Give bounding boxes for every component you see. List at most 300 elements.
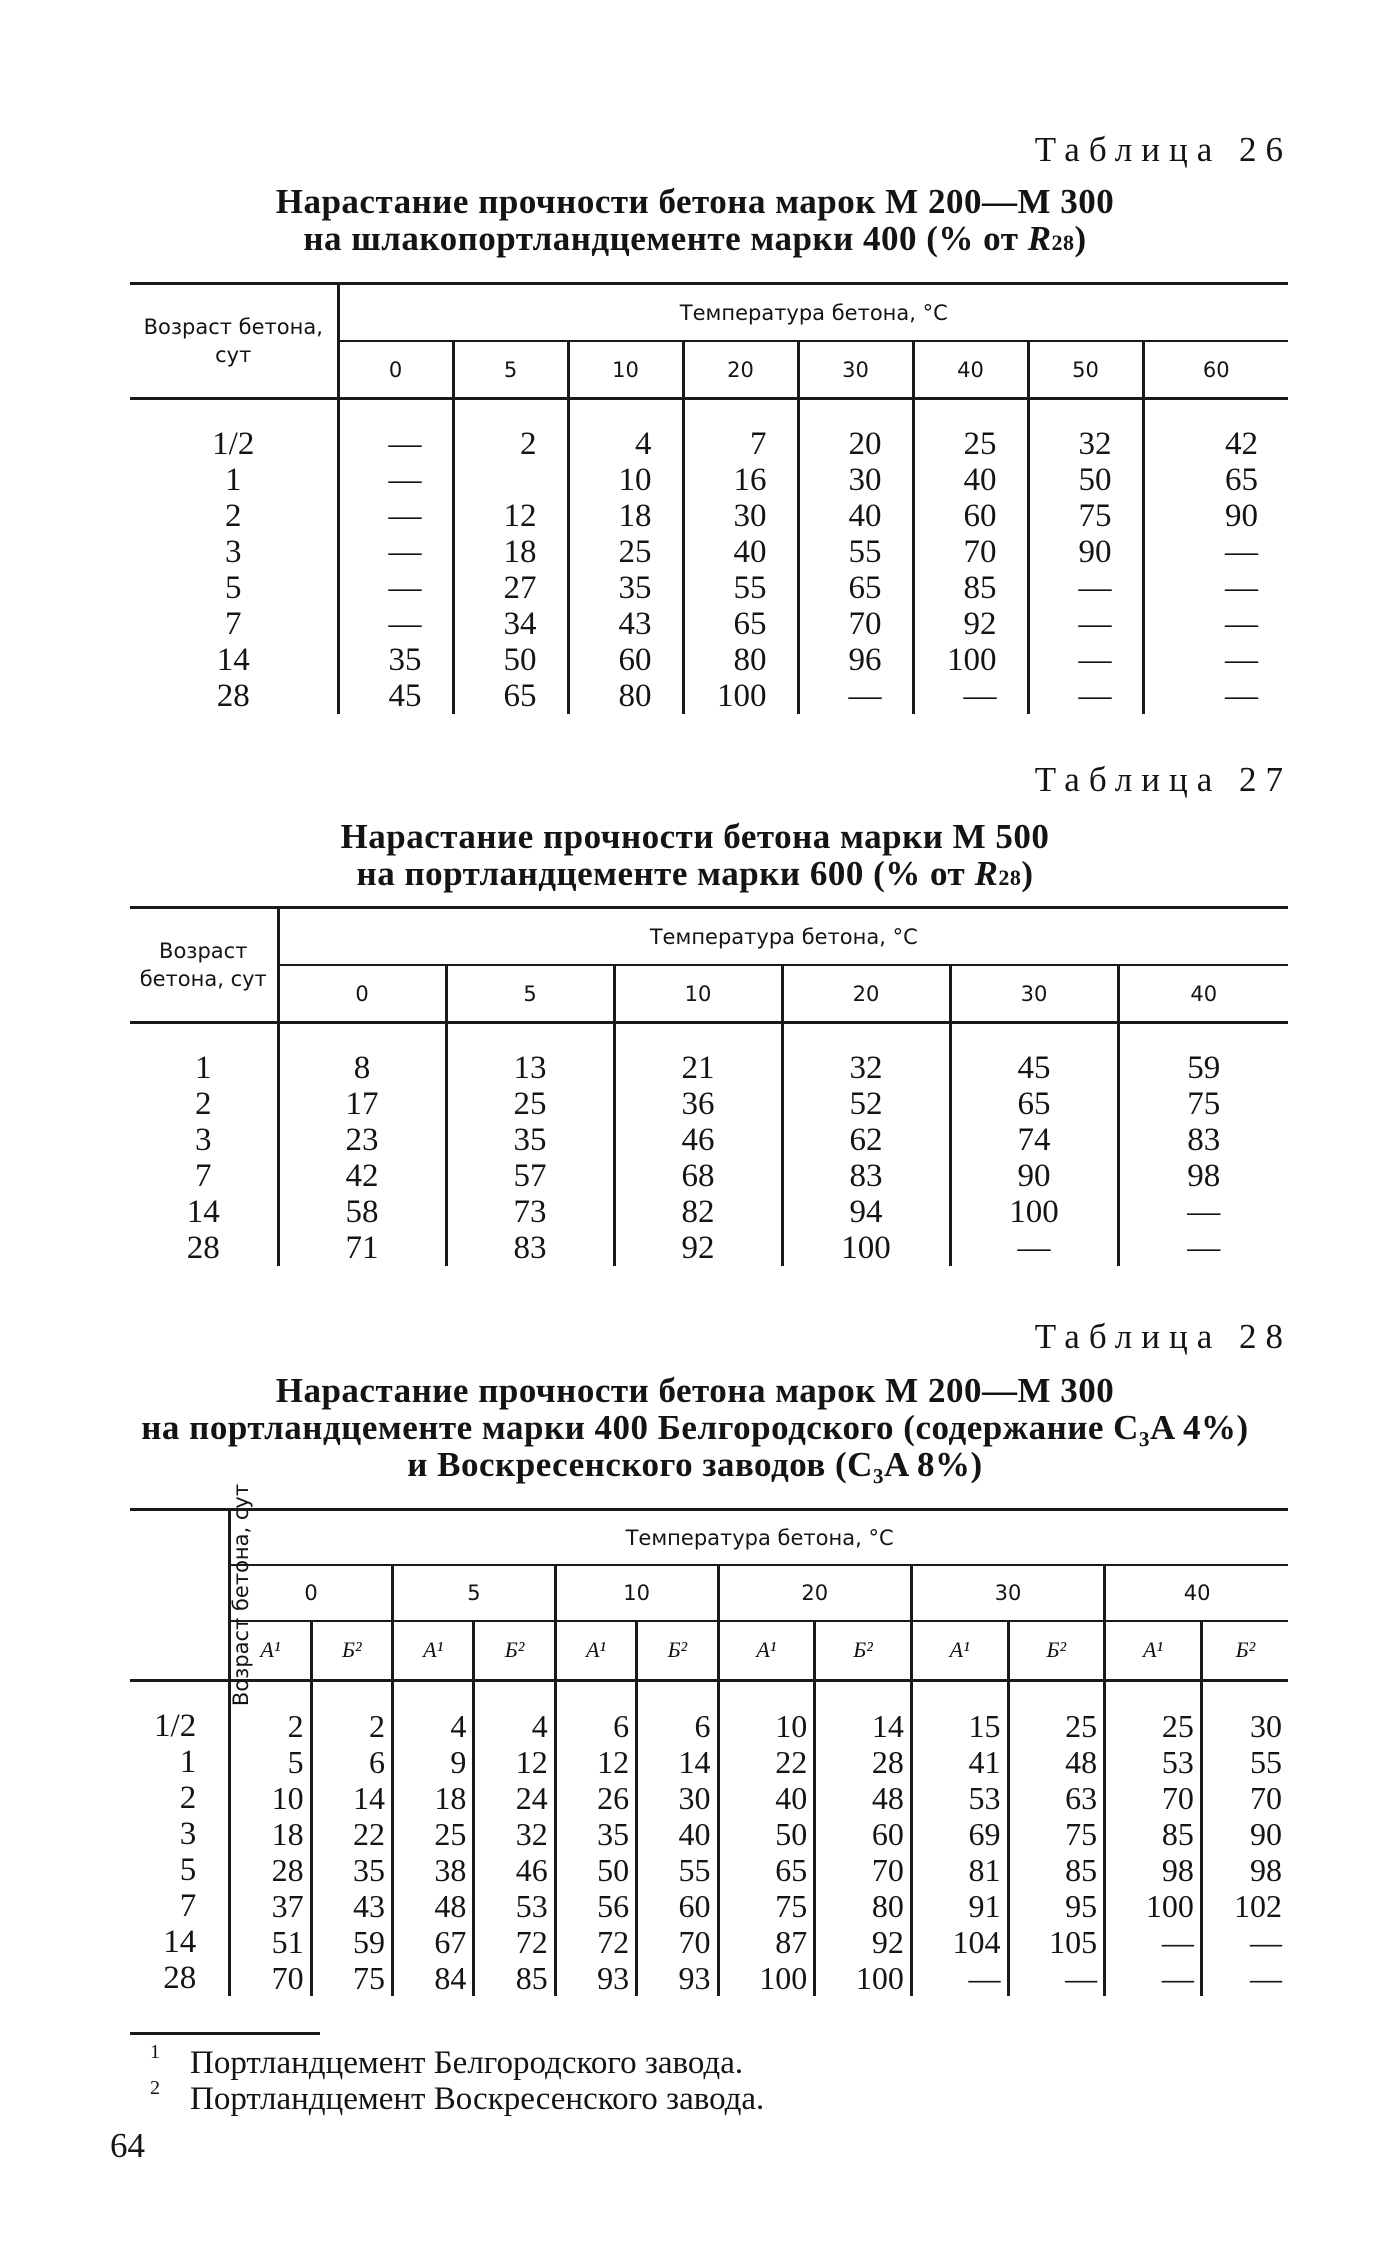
cell-value: — — [388, 606, 422, 642]
cell-value: 42 — [345, 1158, 379, 1194]
cell-value: 75 — [1065, 1816, 1098, 1852]
table28-value-column — [555, 1708, 636, 1996]
cell-value: 51 — [271, 1924, 304, 1960]
cell-value: 40 — [678, 1816, 711, 1852]
cell-value: 37 — [271, 1888, 304, 1924]
age-value: 3 — [179, 1816, 197, 1852]
cell-value: 48 — [871, 1780, 904, 1816]
cell-value: 43 — [352, 1888, 385, 1924]
cell-value: 105 — [1049, 1924, 1098, 1960]
table28-value-column — [1008, 1708, 1105, 1996]
table28-temp: 40 — [1105, 1565, 1288, 1620]
table26-temp: 0 — [338, 341, 453, 399]
cell-value: 90 — [1078, 534, 1112, 570]
cell-value: 90 — [1017, 1158, 1051, 1194]
cell-value: — — [848, 678, 882, 714]
cell-value: 60 — [618, 642, 652, 678]
table27-value-column — [446, 1050, 614, 1266]
age-value: 28 — [216, 678, 250, 714]
cell-value: 70 — [1161, 1780, 1194, 1816]
cell-value: 70 — [271, 1960, 304, 1996]
cell-value: 10 — [775, 1708, 808, 1744]
table28-sub-a: А¹ — [555, 1621, 636, 1681]
cell-value: 100 — [717, 678, 767, 714]
page-number: 64 — [110, 2126, 145, 2165]
cell-value: 65 — [1017, 1086, 1051, 1122]
table27-age-header: Возраст бетона, сут — [130, 908, 278, 1023]
cell-value: 24 — [515, 1780, 548, 1816]
cell-value: 70 — [848, 606, 882, 642]
cell-value: 80 — [618, 678, 652, 714]
cell-value: 104 — [952, 1924, 1001, 1960]
age-value: 2 — [225, 498, 242, 534]
cell-value: 83 — [1187, 1122, 1221, 1158]
cell-value: — — [388, 570, 422, 606]
cell-value: 95 — [1065, 1888, 1098, 1924]
table28-age-header: Возраст бетона, сут — [130, 1510, 230, 1681]
cell-value: 16 — [733, 462, 767, 498]
cell-value: 65 — [503, 678, 537, 714]
cell-value: 65 — [733, 606, 767, 642]
cell-value: 70 — [963, 534, 997, 570]
table27-temp: 20 — [782, 965, 950, 1023]
table28-value-column — [1105, 1708, 1202, 1996]
table28-value-column — [392, 1708, 473, 1996]
cell-value: 5 — [287, 1744, 304, 1780]
cell-value: 71 — [345, 1230, 379, 1266]
cell-value: 35 — [618, 570, 652, 606]
cell-value: 100 — [759, 1960, 808, 1996]
table28-sub-b: Б² — [1201, 1621, 1288, 1681]
cell-value: 21 — [681, 1050, 715, 1086]
table27 — [130, 906, 1288, 1266]
cell-value: 46 — [681, 1122, 715, 1158]
cell-value: 18 — [618, 498, 652, 534]
cell-value: 27 — [503, 570, 537, 606]
cell-value: 14 — [352, 1780, 385, 1816]
table26-value-column — [568, 426, 683, 714]
cell-value: — — [1065, 1960, 1098, 1996]
cell-value: 15 — [968, 1708, 1001, 1744]
table28-value-column — [311, 1708, 392, 1996]
cell-value: 70 — [1250, 1780, 1282, 1816]
cell-value: 6 — [694, 1708, 711, 1744]
cell-value: 14 — [678, 1744, 711, 1780]
cell-value: 35 — [388, 642, 422, 678]
cell-value: 50 — [775, 1816, 808, 1852]
cell-value: 62 — [849, 1122, 883, 1158]
table28-value-column — [911, 1708, 1008, 1996]
table27-temp: 0 — [278, 965, 446, 1023]
cell-value: 18 — [503, 534, 537, 570]
table26-value-column — [798, 426, 913, 714]
table26-temp: 20 — [683, 341, 798, 399]
cell-value: 13 — [513, 1050, 547, 1086]
cell-value: 72 — [515, 1924, 548, 1960]
cell-value: 50 — [503, 642, 537, 678]
cell-value: 100 — [947, 642, 997, 678]
table28-sub-a: А¹ — [911, 1621, 1008, 1681]
cell-value: — — [963, 678, 997, 714]
cell-value: 32 — [515, 1816, 548, 1852]
age-value: 14 — [186, 1194, 220, 1230]
cell-value: 22 — [352, 1816, 385, 1852]
cell-value: 22 — [775, 1744, 808, 1780]
table28-value-column — [718, 1708, 815, 1996]
cell-value: 65 — [848, 570, 882, 606]
table27-label: Таблица 27 — [1034, 760, 1292, 799]
age-value: 3 — [225, 534, 242, 570]
table28-value-column — [230, 1708, 311, 1996]
cell-value: 10 — [618, 462, 652, 498]
age-value: 1/2 — [212, 426, 255, 462]
table28-value-column — [1201, 1708, 1288, 1996]
cell-value: 36 — [681, 1086, 715, 1122]
age-value: 2 — [179, 1780, 197, 1816]
table28-temp: 20 — [718, 1565, 911, 1620]
cell-value: 98 — [1187, 1158, 1221, 1194]
cell-value: 81 — [968, 1852, 1001, 1888]
cell-value: — — [1078, 678, 1112, 714]
cell-value: 60 — [963, 498, 997, 534]
cell-value: 48 — [1065, 1744, 1098, 1780]
cell-value: 18 — [434, 1780, 467, 1816]
cell-value: 43 — [618, 606, 652, 642]
cell-value: 25 — [434, 1816, 467, 1852]
cell-value: 92 — [963, 606, 997, 642]
cell-value: 35 — [597, 1816, 630, 1852]
table26-value-column — [1028, 426, 1143, 714]
cell-value: 17 — [345, 1086, 379, 1122]
cell-value: 4 — [531, 1708, 548, 1744]
table28-value-column — [637, 1708, 718, 1996]
table28-label: Таблица 28 — [1034, 1317, 1292, 1356]
age-value: 3 — [195, 1122, 212, 1158]
cell-value: 12 — [503, 498, 537, 534]
cell-value: 69 — [968, 1816, 1001, 1852]
cell-value: 35 — [513, 1122, 547, 1158]
age-value: 1/2 — [154, 1708, 197, 1744]
table27-temp: 10 — [614, 965, 782, 1023]
cell-value: — — [1250, 1924, 1282, 1960]
cell-value: 65 — [1225, 462, 1259, 498]
cell-value: 30 — [733, 498, 767, 534]
age-value: 1 — [225, 462, 242, 498]
cell-value: 75 — [352, 1960, 385, 1996]
cell-value: 59 — [352, 1924, 385, 1960]
footnote-mark: 1 — [150, 2041, 160, 2063]
cell-value: 74 — [1017, 1122, 1051, 1158]
age-value: 5 — [179, 1852, 197, 1888]
cell-value: 80 — [871, 1888, 904, 1924]
cell-value: 85 — [963, 570, 997, 606]
table26-label: Таблица 26 — [1034, 130, 1292, 169]
table27-value-column — [278, 1050, 446, 1266]
table28-temp-header: Температура бетона, °С — [230, 1510, 1288, 1566]
cell-value: — — [1225, 570, 1259, 606]
table26-temp: 5 — [453, 341, 568, 399]
cell-value: 30 — [848, 462, 882, 498]
age-value: 28 — [163, 1960, 197, 1996]
table26-temp: 40 — [913, 341, 1028, 399]
cell-value: 83 — [849, 1158, 883, 1194]
table27-age-column — [130, 1050, 278, 1266]
age-value: 28 — [186, 1230, 220, 1266]
cell-value: 68 — [681, 1158, 715, 1194]
cell-value: — — [1187, 1194, 1221, 1230]
cell-value: 18 — [271, 1816, 304, 1852]
cell-value: — — [388, 534, 422, 570]
age-value: 7 — [179, 1888, 197, 1924]
cell-value: 55 — [848, 534, 882, 570]
cell-value: 50 — [597, 1852, 630, 1888]
table26-value-column — [453, 426, 568, 714]
cell-value: 55 — [1250, 1744, 1282, 1780]
cell-value: 32 — [1078, 426, 1112, 462]
cell-value: — — [968, 1960, 1001, 1996]
cell-value: 84 — [434, 1960, 467, 1996]
cell-value: 8 — [353, 1050, 371, 1086]
table27-value-column — [614, 1050, 782, 1266]
table28-temp: 10 — [555, 1565, 718, 1620]
cell-value: — — [1225, 642, 1259, 678]
table28-sub-b: Б² — [815, 1621, 912, 1681]
cell-value: 83 — [513, 1230, 547, 1266]
table27-value-column — [1118, 1050, 1288, 1266]
cell-value: — — [1225, 606, 1259, 642]
cell-value: — — [1225, 678, 1259, 714]
cell-value: 40 — [963, 462, 997, 498]
footnote-2 — [150, 2077, 765, 2118]
cell-value: 56 — [597, 1888, 630, 1924]
cell-value: — — [1078, 642, 1112, 678]
cell-value: 75 — [1078, 498, 1112, 534]
table26-temp-header: Температура бетона, °С — [338, 284, 1288, 342]
cell-value: 25 — [1161, 1708, 1194, 1744]
table28-sub-a: А¹ — [1105, 1621, 1202, 1681]
cell-value: 2 — [368, 1708, 385, 1744]
cell-value: 20 — [848, 426, 882, 462]
cell-value: — — [1187, 1230, 1221, 1266]
table26-value-column — [683, 426, 798, 714]
cell-value: 38 — [434, 1852, 467, 1888]
table26-temp: 10 — [568, 341, 683, 399]
cell-value: 100 — [855, 1960, 904, 1996]
cell-value: 25 — [963, 426, 997, 462]
footnote-mark: 2 — [150, 2077, 160, 2099]
cell-value: 82 — [681, 1194, 715, 1230]
table28-sub-a: А¹ — [718, 1621, 815, 1681]
cell-value: — — [1225, 534, 1259, 570]
table26-temp: 30 — [798, 341, 913, 399]
table28-sub-a: А¹ — [230, 1621, 311, 1681]
table26-value-column — [1143, 426, 1288, 714]
cell-value: 40 — [848, 498, 882, 534]
cell-value: 100 — [1145, 1888, 1194, 1924]
cell-value: — — [1161, 1924, 1194, 1960]
table28-temp: 30 — [911, 1565, 1104, 1620]
cell-value: 58 — [345, 1194, 379, 1230]
cell-value: 30 — [678, 1780, 711, 1816]
cell-value: 4 — [450, 1708, 467, 1744]
cell-value: 53 — [1161, 1744, 1194, 1780]
cell-value: 35 — [352, 1852, 385, 1888]
cell-value: 70 — [871, 1852, 904, 1888]
cell-value: 2 — [520, 426, 537, 462]
cell-value: — — [388, 498, 422, 534]
cell-value: 67 — [434, 1924, 467, 1960]
cell-value: 32 — [849, 1050, 883, 1086]
age-value: 7 — [195, 1158, 212, 1194]
age-value: 14 — [163, 1924, 197, 1960]
footnote-1 — [150, 2041, 744, 2082]
cell-value: 28 — [871, 1744, 904, 1780]
cell-value: 45 — [1017, 1050, 1051, 1086]
table28-temp: 5 — [392, 1565, 555, 1620]
table27-temp-header: Температура бетона, °С — [278, 908, 1288, 966]
cell-value: 12 — [597, 1744, 630, 1780]
cell-value: — — [388, 462, 422, 498]
cell-value: 50 — [1078, 462, 1112, 498]
cell-value: 12 — [515, 1744, 548, 1780]
table27-temp: 40 — [1118, 965, 1288, 1023]
table27-title: Нарастание прочности бетона марки М 500 на портландцементе марки 600 (% от R28) — [340, 817, 1050, 893]
cell-value: 90 — [1225, 498, 1259, 534]
footnote-text: Портландцемент Белгородского завода. — [190, 2045, 744, 2081]
table26-value-column — [913, 426, 1028, 714]
cell-value: 72 — [597, 1924, 630, 1960]
cell-value: 65 — [775, 1852, 808, 1888]
cell-value: 91 — [968, 1888, 1001, 1924]
age-value: 2 — [195, 1086, 212, 1122]
table28-temp: 0 — [230, 1565, 393, 1620]
cell-value: 10 — [271, 1780, 304, 1816]
cell-value: 41 — [968, 1744, 1001, 1780]
table26-value-column — [338, 426, 453, 714]
table28-sub-a: А¹ — [392, 1621, 473, 1681]
cell-value: 34 — [503, 606, 537, 642]
cell-value: — — [388, 426, 422, 462]
footnote-rule — [130, 2032, 320, 2035]
table26-title: Нарастание прочности бетона марок М 200—М 300 на шлакопортландцементе марки 400 (% от R28) — [275, 182, 1115, 258]
cell-value: 4 — [635, 426, 652, 462]
cell-value: 57 — [513, 1158, 547, 1194]
cell-value: 70 — [678, 1924, 711, 1960]
cell-value: 55 — [678, 1852, 711, 1888]
cell-value: — — [1250, 1960, 1282, 1996]
table26 — [130, 282, 1288, 714]
table28-sub-b: Б² — [637, 1621, 718, 1681]
cell-value: 28 — [271, 1852, 304, 1888]
table28-value-column — [815, 1708, 912, 1996]
table27-temp: 5 — [446, 965, 614, 1023]
cell-value: 100 — [1009, 1194, 1059, 1230]
cell-value: 100 — [841, 1230, 891, 1266]
table28-sub-b: Б² — [474, 1621, 555, 1681]
cell-value: 63 — [1065, 1780, 1098, 1816]
cell-value: 42 — [1225, 426, 1259, 462]
table27-value-column — [782, 1050, 950, 1266]
cell-value: — — [1078, 570, 1112, 606]
table26-temp: 60 — [1143, 341, 1288, 399]
cell-value: 102 — [1234, 1888, 1282, 1924]
cell-value: 85 — [1065, 1852, 1098, 1888]
cell-value: 92 — [871, 1924, 904, 1960]
age-value: 5 — [225, 570, 242, 606]
table26-age-column — [130, 426, 338, 714]
cell-value: 9 — [450, 1744, 467, 1780]
table28-sub-b: Б² — [311, 1621, 392, 1681]
table28 — [130, 1483, 1288, 1996]
cell-value: 6 — [613, 1708, 630, 1744]
cell-value: 92 — [681, 1230, 715, 1266]
age-value: 1 — [195, 1050, 212, 1086]
cell-value: 75 — [775, 1888, 808, 1924]
cell-value: 75 — [1187, 1086, 1221, 1122]
table26-temp: 50 — [1028, 341, 1143, 399]
table26-age-header: Возраст бетона, сут — [130, 284, 338, 399]
cell-value: — — [1017, 1230, 1051, 1266]
cell-value: 2 — [287, 1708, 304, 1744]
cell-value: 85 — [1161, 1816, 1194, 1852]
cell-value: 94 — [849, 1194, 883, 1230]
cell-value: 46 — [515, 1852, 548, 1888]
cell-value: 93 — [597, 1960, 630, 1996]
cell-value: 98 — [1161, 1852, 1194, 1888]
footnote-text: Портландцемент Воскресенского завода. — [190, 2081, 765, 2117]
cell-value: 25 — [618, 534, 652, 570]
cell-value: 53 — [515, 1888, 548, 1924]
cell-value: 40 — [733, 534, 767, 570]
cell-value: 98 — [1250, 1852, 1282, 1888]
cell-value: 45 — [388, 678, 422, 714]
cell-value: 52 — [849, 1086, 883, 1122]
table28-sub-b: Б² — [1008, 1621, 1105, 1681]
cell-value: — — [1078, 606, 1112, 642]
cell-value: 73 — [513, 1194, 547, 1230]
cell-value: 25 — [1065, 1708, 1098, 1744]
table27-temp: 30 — [950, 965, 1118, 1023]
cell-value: 14 — [871, 1708, 904, 1744]
cell-value: 53 — [968, 1780, 1001, 1816]
cell-value: 59 — [1187, 1050, 1221, 1086]
table28-title: Нарастание прочности бетона марок М 200—М 300 на портландцементе марки 400 Белгородского (содержание C₃A 4%) и Воскресенского заводов (C₃A 8%) — [141, 1371, 1249, 1484]
table27-value-column — [950, 1050, 1118, 1266]
cell-value: 55 — [733, 570, 767, 606]
cell-value: 30 — [1250, 1708, 1282, 1744]
cell-value: 90 — [1250, 1816, 1282, 1852]
cell-value: 40 — [775, 1780, 808, 1816]
table28-age-column — [130, 1708, 230, 1996]
cell-value: 25 — [513, 1086, 547, 1122]
age-value: 7 — [225, 606, 242, 642]
cell-value: 26 — [597, 1780, 630, 1816]
cell-value: 80 — [733, 642, 767, 678]
cell-value: — — [1161, 1960, 1194, 1996]
cell-value: 23 — [345, 1122, 379, 1158]
cell-value: 48 — [434, 1888, 467, 1924]
age-value: 14 — [216, 642, 250, 678]
cell-value: 6 — [368, 1744, 385, 1780]
cell-value: 93 — [678, 1960, 711, 1996]
cell-value — [455, 462, 537, 498]
cell-value: 60 — [871, 1816, 904, 1852]
cell-value: 96 — [848, 642, 882, 678]
cell-value: 7 — [750, 426, 767, 462]
table28-value-column — [474, 1708, 555, 1996]
cell-value: 85 — [515, 1960, 548, 1996]
age-value: 1 — [179, 1744, 197, 1780]
